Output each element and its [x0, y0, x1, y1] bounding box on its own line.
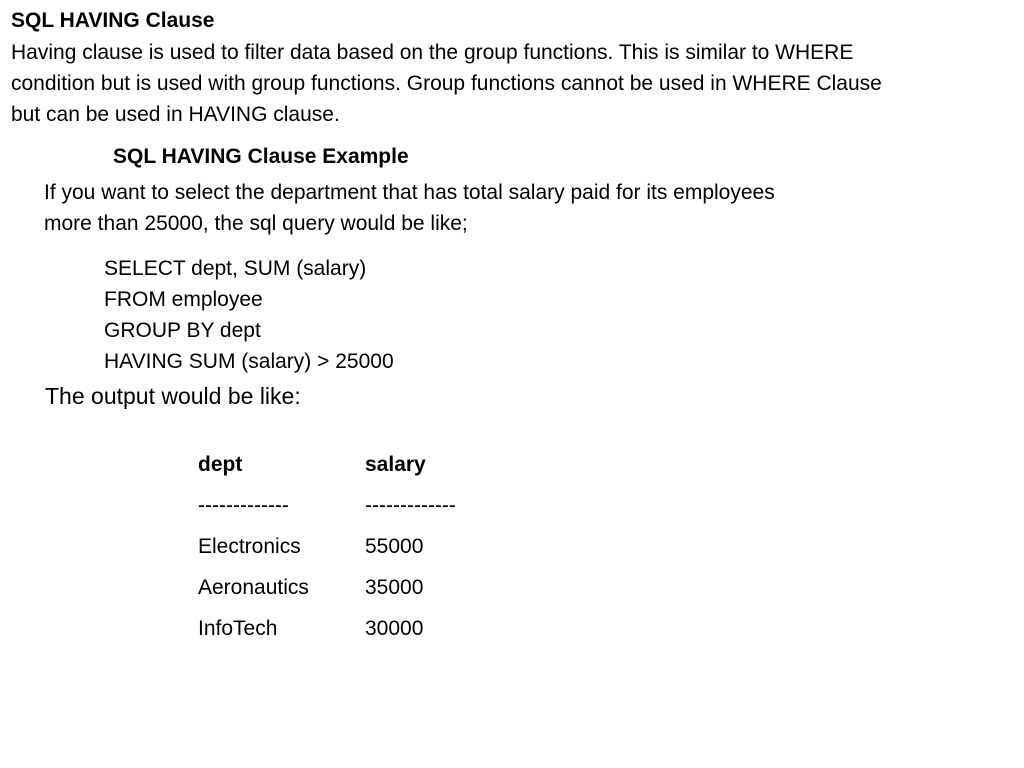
example-heading: SQL HAVING Clause Example [113, 145, 409, 168]
cell-dept: Electronics [198, 535, 301, 558]
sql-query-block [104, 253, 394, 377]
table-separator-row [198, 491, 518, 532]
result-table [198, 450, 518, 655]
sql-query-line: HAVING SUM (salary) > 25000 [104, 350, 394, 373]
sql-query-line: SELECT dept, SUM (salary) [104, 257, 367, 280]
column-header-dept: dept [198, 453, 243, 476]
table-header-row [198, 450, 518, 491]
example-description-line: If you want to select the department that has total salary paid for its employees [44, 181, 775, 204]
separator-salary: ------------- [365, 494, 456, 517]
separator-dept: ------------- [198, 494, 289, 517]
cell-salary: 35000 [365, 576, 424, 599]
intro-line: but can be used in HAVING clause. [11, 103, 340, 126]
cell-salary: 55000 [365, 535, 424, 558]
table-row [198, 614, 518, 655]
example-description-line: more than 25000, the sql query would be like; [44, 212, 468, 235]
intro-paragraph [11, 37, 1011, 130]
output-label: The output would be like: [45, 383, 301, 409]
table-row [198, 532, 518, 573]
page-title: SQL HAVING Clause [11, 9, 215, 32]
cell-dept: Aeronautics [198, 576, 309, 599]
column-header-salary: salary [365, 453, 426, 476]
sql-query-line: FROM employee [104, 288, 263, 311]
cell-dept: InfoTech [198, 617, 278, 640]
intro-line: condition but is used with group functions. Group functions cannot be used in WHERE Clause [11, 72, 882, 95]
sql-query-line: GROUP BY dept [104, 319, 261, 342]
table-row [198, 573, 518, 614]
intro-line: Having clause is used to filter data based on the group functions. This is similar to WHERE [11, 41, 854, 64]
example-description [44, 177, 775, 239]
cell-salary: 30000 [365, 617, 424, 640]
